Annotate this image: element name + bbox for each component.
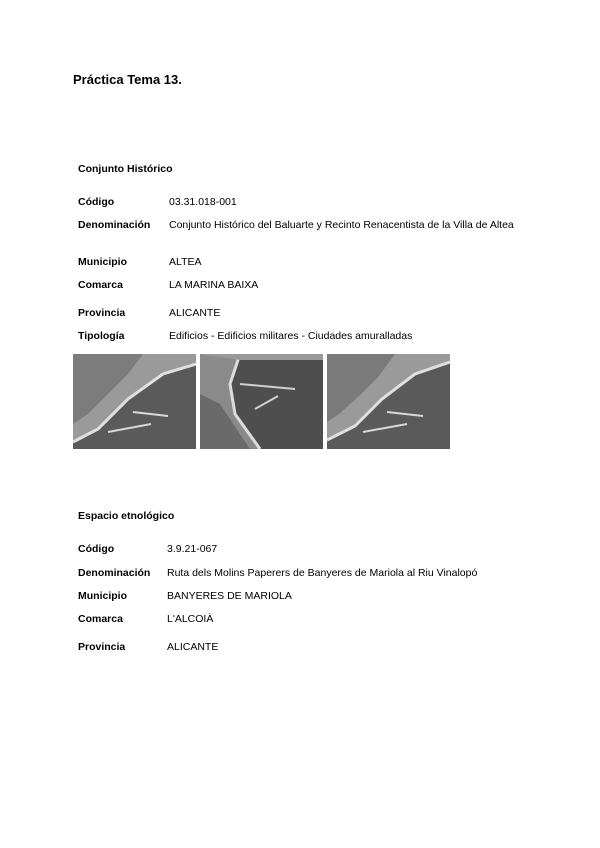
field-label: Comarca [78, 613, 123, 625]
field-label: Código [78, 543, 115, 555]
field-value: 03.31.018-001 [169, 196, 237, 208]
field-value: LA MARINA BAIXA [169, 279, 259, 291]
field-label: Denominación [78, 567, 151, 579]
aerial-coast-photo-2 [200, 354, 323, 449]
field-value: 3.9.21-067 [167, 543, 218, 555]
field-value: Conjunto Histórico del Baluarte y Recinto Renacentista de la Villa de Altea [169, 219, 514, 231]
field-label: Municipio [78, 256, 127, 268]
field-value: ALICANTE [167, 641, 219, 653]
field-label: Comarca [78, 279, 123, 291]
field-value: ALICANTE [169, 307, 221, 319]
field-value: Edificios - Edificios militares - Ciudades amuralladas [169, 330, 413, 342]
field-label: Tipología [78, 330, 125, 342]
field-label: Código [78, 196, 115, 208]
field-value: BANYERES DE MARIOLA [167, 590, 292, 602]
field-value: ALTEA [169, 256, 202, 268]
field-label: Municipio [78, 590, 127, 602]
field-label: Provincia [78, 307, 126, 319]
field-label: Denominación [78, 219, 151, 231]
aerial-coast-photo-1 [73, 354, 196, 449]
field-label: Provincia [78, 641, 126, 653]
aerial-coast-photo-3 [327, 354, 450, 449]
field-value: L'ALCOIÀ [167, 613, 214, 625]
photo-strip [73, 354, 453, 449]
section-title-espacio-etnologico: Espacio etnológico [78, 510, 175, 522]
page-title: Práctica Tema 13. [73, 72, 182, 87]
field-value: Ruta dels Molins Paperers de Banyeres de Mariola al Riu Vinalopó [167, 567, 478, 579]
section-title-conjunto-historico: Conjunto Histórico [78, 163, 173, 175]
